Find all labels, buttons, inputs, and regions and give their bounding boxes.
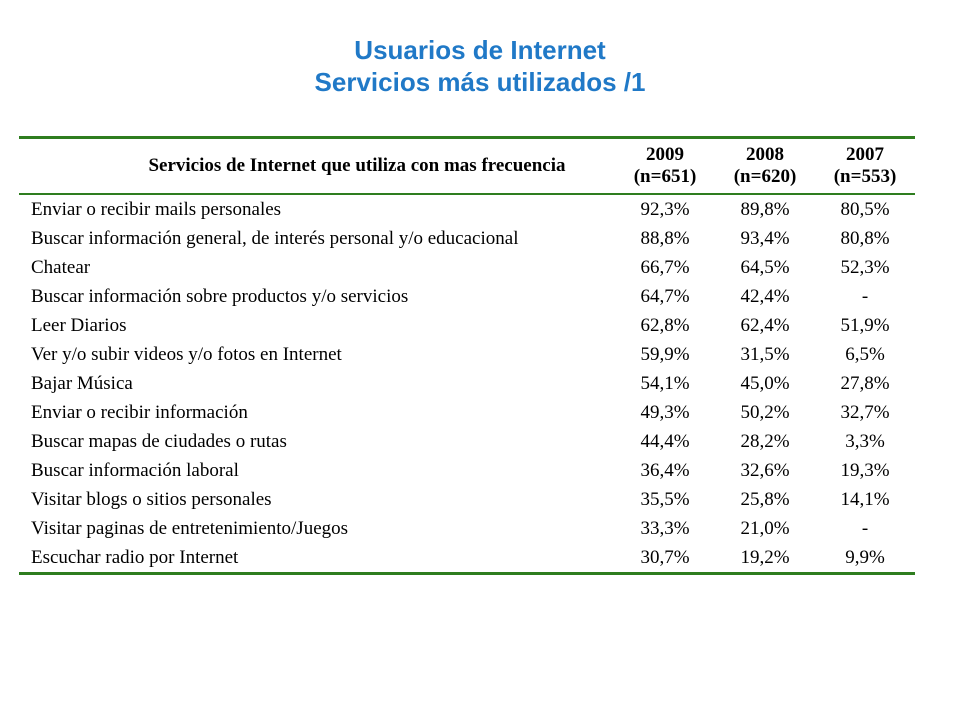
table-row: [19, 253, 915, 282]
value-2007-cell: 80,5%: [840, 199, 890, 220]
table-header-row: [19, 139, 915, 194]
table-row: [19, 194, 915, 224]
service-cell: Enviar o recibir mails personales: [31, 199, 282, 220]
header-sample-size: (n=651): [633, 166, 697, 187]
service-cell: Ver y/o subir videos y/o fotos en Internet: [31, 344, 342, 365]
value-2008-cell: 21,0%: [740, 518, 790, 539]
value-2009-cell: 88,8%: [640, 228, 690, 249]
value-2007-cell: 80,8%: [840, 228, 890, 249]
value-2007-cell: 52,3%: [840, 257, 890, 278]
service-cell: Leer Diarios: [31, 315, 127, 336]
service-cell: Chatear: [31, 257, 91, 278]
value-2009-cell: 64,7%: [640, 286, 690, 307]
table-row: [19, 398, 915, 427]
table-row: [19, 340, 915, 369]
header-year-2009: [615, 139, 715, 194]
table-body: [19, 194, 915, 572]
header-year: 2009: [646, 144, 684, 165]
table-row: [19, 369, 915, 398]
service-cell: Bajar Música: [31, 373, 133, 394]
value-2008-cell: 89,8%: [740, 199, 790, 220]
value-2008-cell: 42,4%: [740, 286, 790, 307]
value-2007-cell: 27,8%: [840, 373, 890, 394]
value-2009-cell: 36,4%: [640, 460, 690, 481]
value-2007-cell: 19,3%: [840, 460, 890, 481]
value-2008-cell: 31,5%: [740, 344, 790, 365]
value-2007-cell: 14,1%: [840, 489, 890, 510]
value-2008-cell: 93,4%: [740, 228, 790, 249]
value-2009-cell: 30,7%: [640, 547, 690, 568]
value-2009-cell: 66,7%: [640, 257, 690, 278]
value-2008-cell: 25,8%: [740, 489, 790, 510]
value-2007-cell: 9,9%: [845, 547, 885, 568]
table-row: [19, 485, 915, 514]
value-2009-cell: 59,9%: [640, 344, 690, 365]
header-service: Servicios de Internet que utiliza con mas frecuencia: [19, 139, 615, 194]
value-2008-cell: 45,0%: [740, 373, 790, 394]
value-2008-cell: 62,4%: [740, 315, 790, 336]
header-year: 2007: [846, 144, 884, 165]
value-2009-cell: 62,8%: [640, 315, 690, 336]
value-2008-cell: 28,2%: [740, 431, 790, 452]
header-sample-size: (n=620): [733, 166, 797, 187]
value-2007-cell: 3,3%: [845, 431, 885, 452]
table-row: [19, 282, 915, 311]
table-row: [19, 311, 915, 340]
value-2007-cell: 51,9%: [840, 315, 890, 336]
table-row: [19, 456, 915, 485]
service-cell: Escuchar radio por Internet: [31, 547, 239, 568]
slide-title: [0, 34, 960, 98]
value-2008-cell: 64,5%: [740, 257, 790, 278]
value-2008-cell: 32,6%: [740, 460, 790, 481]
table-row: [19, 224, 915, 253]
table-row: [19, 543, 915, 572]
service-cell: Buscar información laboral: [31, 460, 239, 481]
title-line-2: Servicios más utilizados /1: [314, 67, 646, 97]
service-cell: Visitar blogs o sitios personales: [31, 489, 272, 510]
value-2009-cell: 33,3%: [640, 518, 690, 539]
service-cell: Visitar paginas de entretenimiento/Juegos: [31, 518, 349, 539]
value-2008-cell: 50,2%: [740, 402, 790, 423]
value-2009-cell: 54,1%: [640, 373, 690, 394]
service-cell: Buscar información sobre productos y/o servicios: [31, 286, 409, 307]
value-2009-cell: 44,4%: [640, 431, 690, 452]
title-line-1: Usuarios de Internet: [354, 35, 606, 65]
services-table: [19, 136, 915, 575]
table-row: [19, 514, 915, 543]
header-year-2007: [815, 139, 915, 194]
value-2009-cell: 92,3%: [640, 199, 690, 220]
value-2007-cell: -: [861, 518, 869, 539]
service-cell: Buscar mapas de ciudades o rutas: [31, 431, 287, 452]
value-2009-cell: 35,5%: [640, 489, 690, 510]
service-cell: Buscar información general, de interés personal y/o educacional: [31, 228, 519, 249]
value-2007-cell: 32,7%: [840, 402, 890, 423]
service-cell: Enviar o recibir información: [31, 402, 248, 423]
value-2009-cell: 49,3%: [640, 402, 690, 423]
header-sample-size: (n=553): [833, 166, 897, 187]
header-year: 2008: [746, 144, 784, 165]
value-2008-cell: 19,2%: [740, 547, 790, 568]
value-2007-cell: 6,5%: [845, 344, 885, 365]
header-year-2008: [715, 139, 815, 194]
table-row: [19, 427, 915, 456]
value-2007-cell: -: [861, 286, 869, 307]
